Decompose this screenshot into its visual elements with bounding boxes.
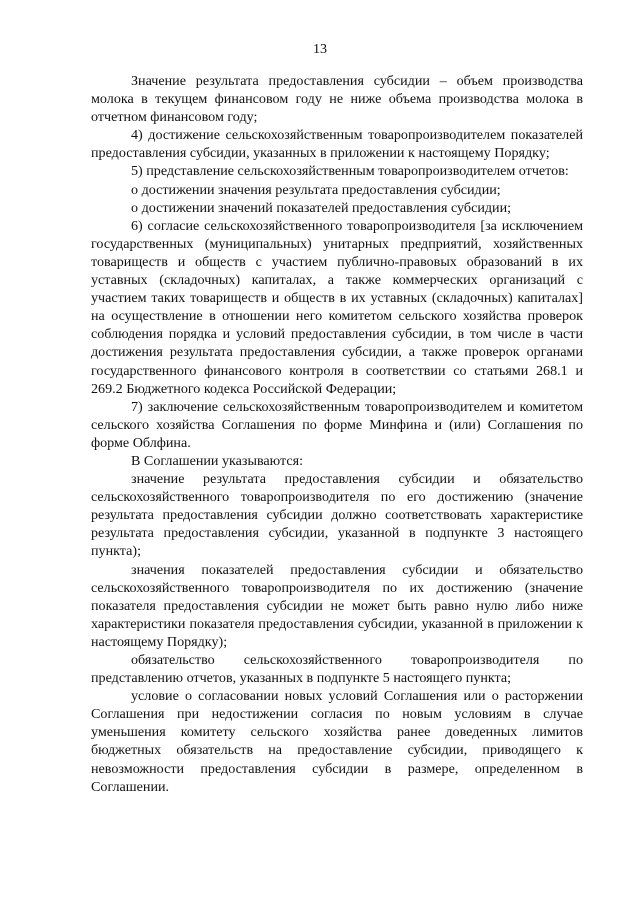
- paragraph-result-value: Значение результата предоставления субсидии – объем производства молока в текущем финансовом году не ниже объема производства молока в отчетном финансовом году;: [91, 73, 583, 126]
- paragraph-agreement-result: значение результата предоставления субсидии и обязательство сельскохозяйственного товаропроизводителя по его достижению (значение результата предоставления субсидии должно соответствовать характеристике результата предоставления субсидии, указанной в подпункте 3 настоящего пункта);: [91, 471, 583, 560]
- paragraph-agreement-reports: обязательство сельскохозяйственного товаропроизводителя по представлению отчетов, указанных в подпункте 5 настоящего пункта;: [91, 652, 583, 687]
- paragraph-item-7: 7) заключение сельскохозяйственным товаропроизводителем и комитетом сельского хозяйства Соглашения по форме Минфина и (или) Соглашения по форме Облфина.: [91, 398, 583, 451]
- paragraph-agreement-intro: В Соглашении указываются:: [131, 452, 304, 469]
- paragraph-agreement-conditions: условие о согласовании новых условий Соглашения или о расторжении Соглашения при недостижении согласия по новым условиям в случае уменьшения комитету сельского хозяйства ранее доведенных лимитов бюджетных обязательств на предоставление субсидии, приводящего к невозможности предоставления субсидии в размере, определенном в Соглашении.: [91, 688, 583, 795]
- paragraph-item-4: 4) достижение сельскохозяйственным товаропроизводителем показателей предоставления субсидии, указанных в приложении к настоящему Порядку;: [91, 127, 583, 162]
- page-number: 13: [312, 41, 328, 57]
- paragraph-item-5: 5) представление сельскохозяйственным товаропроизводителем отчетов:: [131, 163, 569, 180]
- paragraph-agreement-indicators: значения показателей предоставления субсидии и обязательство сельскохозяйственного товаропроизводителя по их достижению (значение показателя предоставления субсидии не может быть равно нулю либо ниже характеристики показателя предоставления субсидии, указанной в приложении к настоящему Порядку);: [91, 561, 583, 650]
- paragraph-report-result: о достижении значения результата предоставления субсидии;: [131, 181, 501, 198]
- paragraph-report-indicators: о достижении значений показателей предоставления субсидии;: [131, 199, 512, 216]
- document-body: [91, 72, 583, 796]
- paragraph-item-6: 6) согласие сельскохозяйственного товаропроизводителя [за исключением государственных (муниципальных) унитарных предприятий, хозяйственных товариществ и обществ с участием публично-правовых образований в их уставных (складочных) капиталах, а также коммерческих организаций с участием таких товариществ и обществ в их уставных (складочных) капиталах] на осуществление в отношении него комитетом сельского хозяйства проверок соблюдения порядка и условий предоставления субсидии, в том числе в части достижения результата предоставления субсидии, а также проверок органами государственного финансового контроля в соответствии со статьями 268.1 и 269.2 Бюджетного кодекса Российской Федерации;: [91, 217, 583, 397]
